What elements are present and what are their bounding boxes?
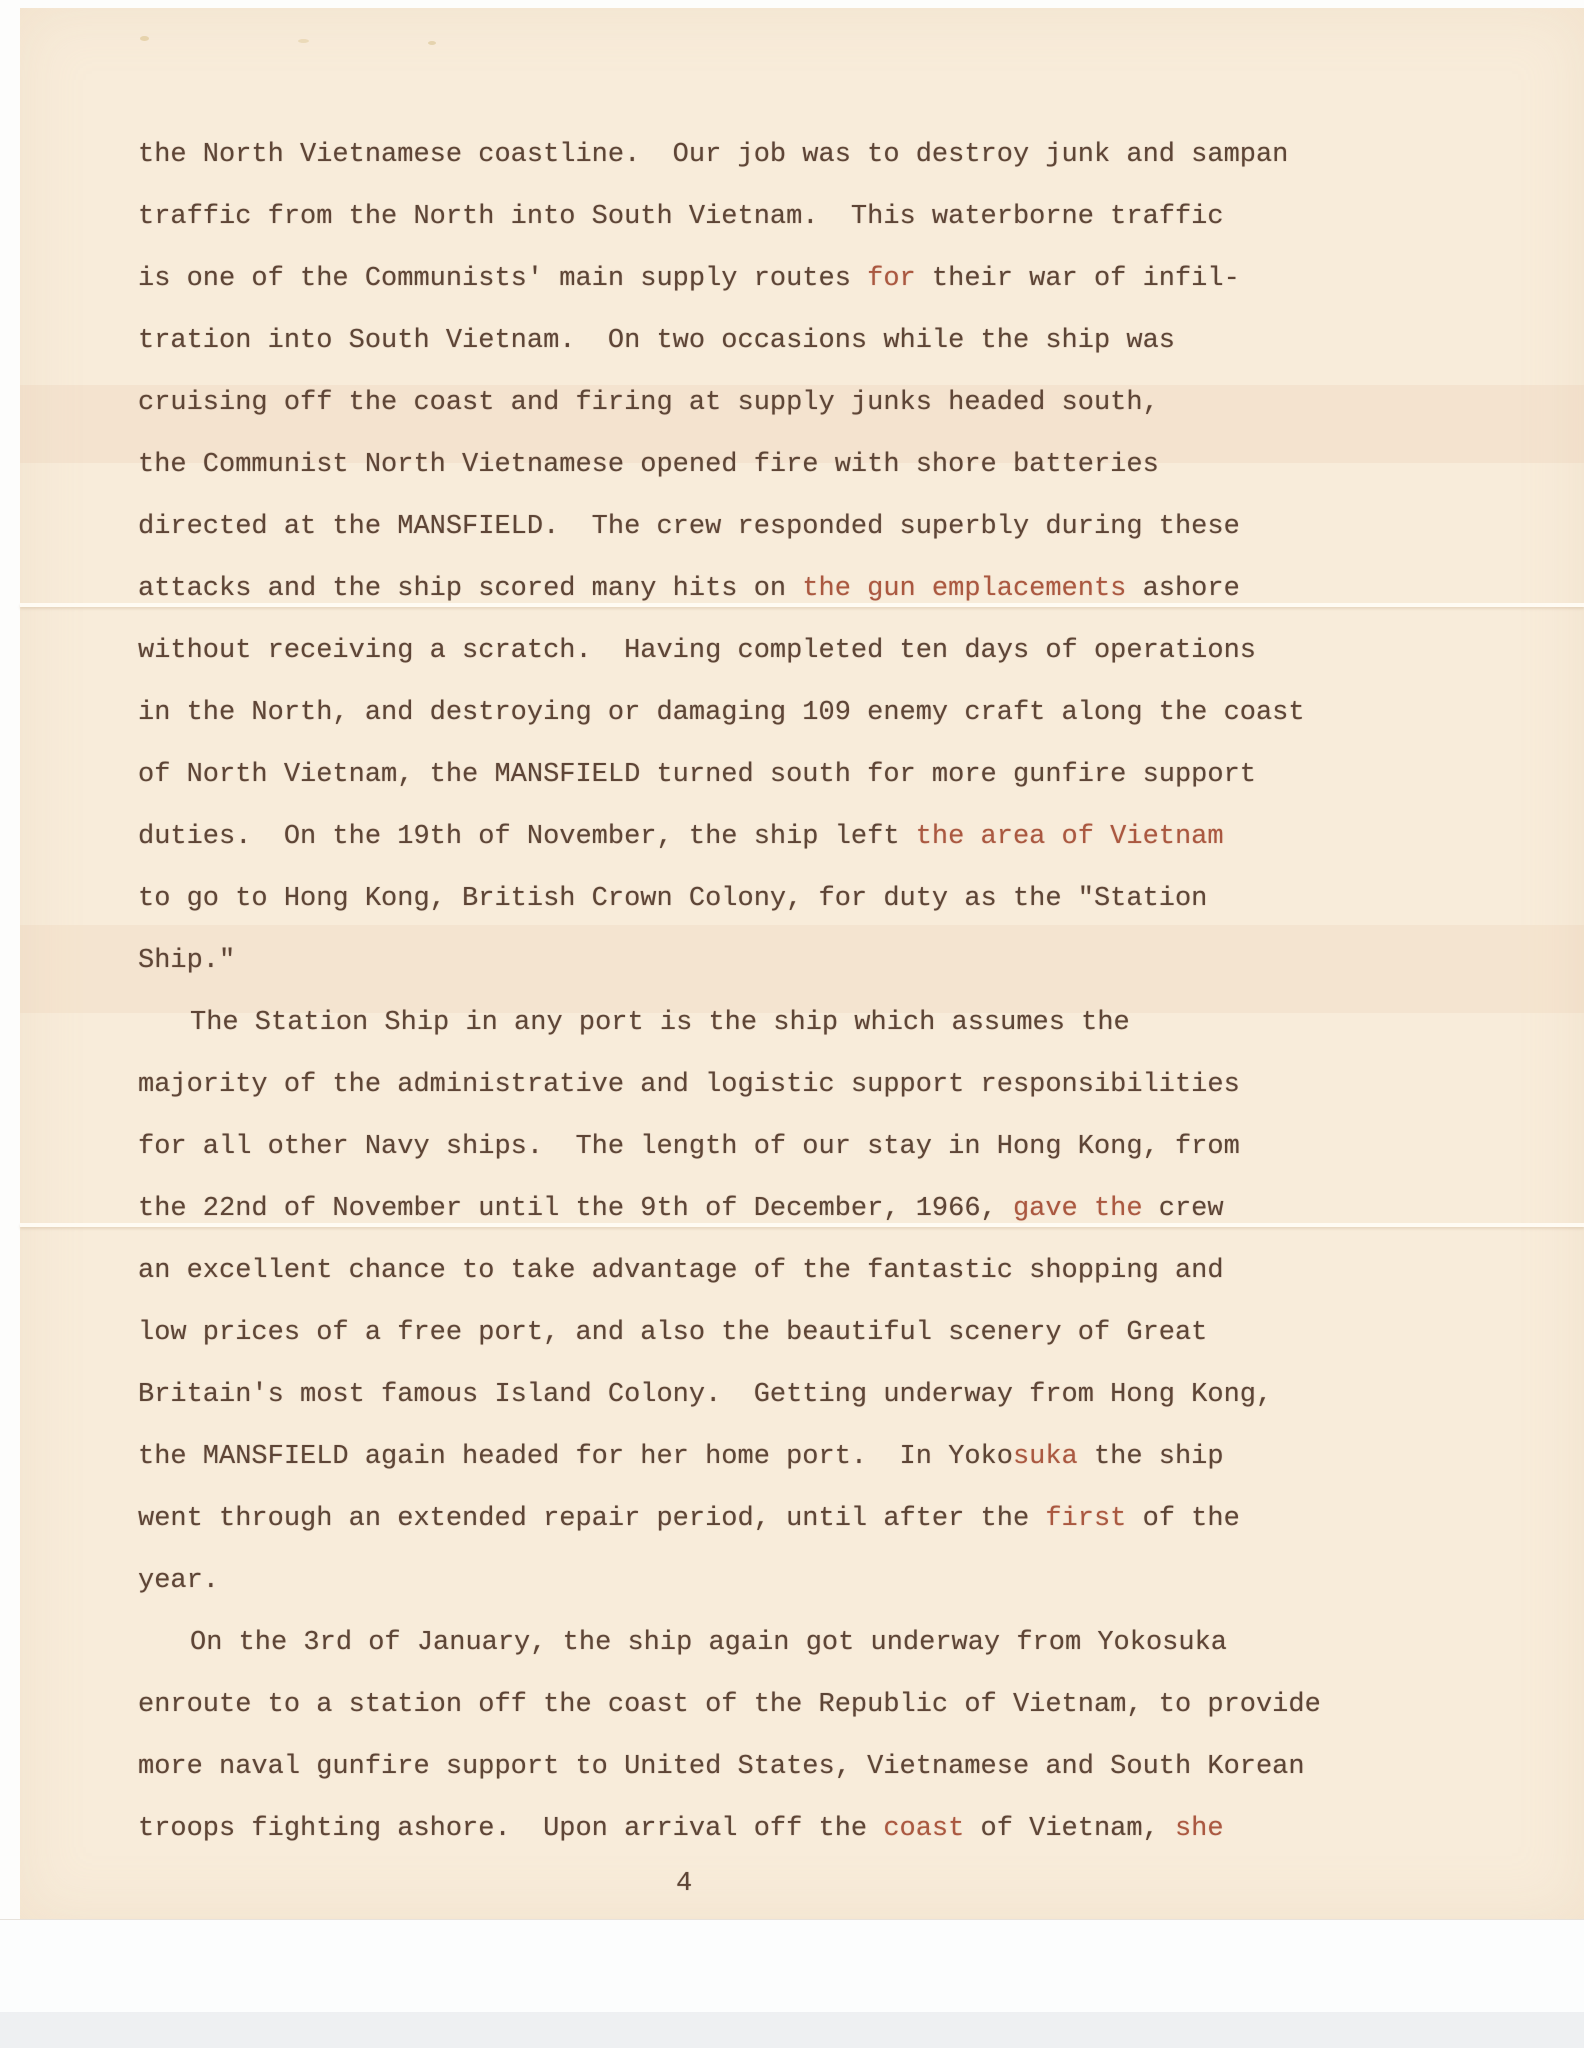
typewritten-segment-red: for [867, 264, 916, 294]
typewritten-segment: the Communist North Vietnamese opened fire with shore batteries [138, 450, 1159, 480]
typewritten-segment: without receiving a scratch. Having completed ten days of operations [138, 636, 1256, 666]
scan-bottom-strip [0, 2012, 1584, 2048]
text-line [138, 1550, 1538, 1612]
text-line [138, 744, 1538, 806]
text-line [138, 310, 1538, 372]
typewritten-segment: in the North, and destroying or damaging 109 enemy craft along the coast [138, 698, 1305, 728]
paper-speck [140, 36, 149, 41]
scan-bottom-gap [0, 1919, 1584, 2012]
typewritten-segment: Britain's most famous Island Colony. Getting underway from Hong Kong, [138, 1380, 1273, 1410]
typewritten-segment: enroute to a station off the coast of the Republic of Vietnam, to provide [138, 1690, 1321, 1720]
text-line [138, 806, 1538, 868]
text-line [138, 496, 1538, 558]
text-line [138, 930, 1538, 992]
typewritten-segment: duties. On the 19th of November, the ship left [138, 822, 916, 852]
paper-speck [298, 39, 309, 43]
page-number: 4 [676, 1869, 693, 1899]
typewritten-segment: the North Vietnamese coastline. Our job was to destroy junk and sampan [138, 140, 1289, 170]
paper-sheet [20, 8, 1584, 1919]
typewritten-segment: On the 3rd of January, the ship again got underway from Yokosuka [190, 1628, 1227, 1658]
text-line [138, 1364, 1538, 1426]
typewritten-segment: for all other Navy ships. The length of our stay in Hong Kong, from [138, 1132, 1240, 1162]
typewritten-segment: an excellent chance to take advantage of the fantastic shopping and [138, 1256, 1224, 1286]
typewritten-segment-red: gave the [1012, 1194, 1143, 1224]
typewritten-segment: attacks and the ship scored many hits on [138, 574, 803, 604]
typewritten-segment: the 22nd of November until the 9th of December, 1966, [138, 1194, 1013, 1224]
text-line [138, 372, 1538, 434]
typewritten-segment: the ship [1077, 1442, 1224, 1472]
typewritten-segment: low prices of a free port, and also the beautiful scenery of Great [138, 1318, 1208, 1348]
text-line [138, 124, 1538, 186]
paper-speck [428, 41, 436, 45]
typewritten-text-block [138, 124, 1538, 1860]
typewritten-segment: of Vietnam, [964, 1814, 1175, 1844]
text-line [138, 1612, 1538, 1674]
text-line [138, 1116, 1538, 1178]
typewritten-segment: more naval gunfire support to United States, Vietnamese and South Korean [138, 1752, 1305, 1782]
typewritten-segment: to go to Hong Kong, British Crown Colony, for duty as the "Station [138, 884, 1208, 914]
text-line [138, 1054, 1538, 1116]
typewritten-segment-red: she [1174, 1814, 1224, 1844]
typewritten-segment: went through an extended repair period, until after the [138, 1504, 1046, 1534]
typewritten-segment-red: coast [883, 1814, 965, 1844]
typewritten-segment: traffic from the North into South Vietnam. This waterborne traffic [138, 202, 1224, 232]
typewritten-segment: Ship." [138, 946, 236, 976]
typewritten-segment: majority of the administrative and logistic support responsibilities [138, 1070, 1240, 1100]
typewritten-segment: ashore [1126, 574, 1240, 604]
typewritten-segment-red: suka [1012, 1442, 1078, 1472]
text-line [138, 1674, 1538, 1736]
text-line [138, 1302, 1538, 1364]
text-line [138, 992, 1538, 1054]
text-line [138, 434, 1538, 496]
typewritten-segment: year. [138, 1566, 220, 1596]
text-line [138, 682, 1538, 744]
text-line [138, 558, 1538, 620]
text-line [138, 1736, 1538, 1798]
typewritten-segment: cruising off the coast and firing at supply junks headed south, [138, 388, 1159, 418]
text-line [138, 248, 1538, 310]
typewritten-segment: The Station Ship in any port is the ship which assumes the [190, 1008, 1130, 1038]
text-line [138, 1488, 1538, 1550]
text-line [138, 186, 1538, 248]
typewritten-segment: tration into South Vietnam. On two occasions while the ship was [138, 326, 1175, 356]
typewritten-segment-red: first [1045, 1504, 1127, 1534]
typewritten-segment-red: the area of Vietnam [915, 822, 1224, 852]
typewritten-segment: of the [1126, 1504, 1240, 1534]
typewritten-segment-red: the gun emplacements [802, 574, 1127, 604]
typewritten-segment: crew [1142, 1194, 1224, 1224]
text-line [138, 1426, 1538, 1488]
text-line [138, 1798, 1538, 1860]
typewritten-segment: of North Vietnam, the MANSFIELD turned south for more gunfire support [138, 760, 1256, 790]
typewritten-segment: directed at the MANSFIELD. The crew responded superbly during these [138, 512, 1240, 542]
text-line [138, 1178, 1538, 1240]
typewritten-segment: the MANSFIELD again headed for her home port. In Yoko [138, 1442, 1013, 1472]
text-line [138, 1240, 1538, 1302]
typewritten-segment: troops fighting ashore. Upon arrival off the [138, 1814, 884, 1844]
typewritten-segment: is one of the Communists' main supply routes [138, 264, 868, 294]
text-line [138, 868, 1538, 930]
typewritten-segment: their war of infil- [915, 264, 1240, 294]
text-line [138, 620, 1538, 682]
